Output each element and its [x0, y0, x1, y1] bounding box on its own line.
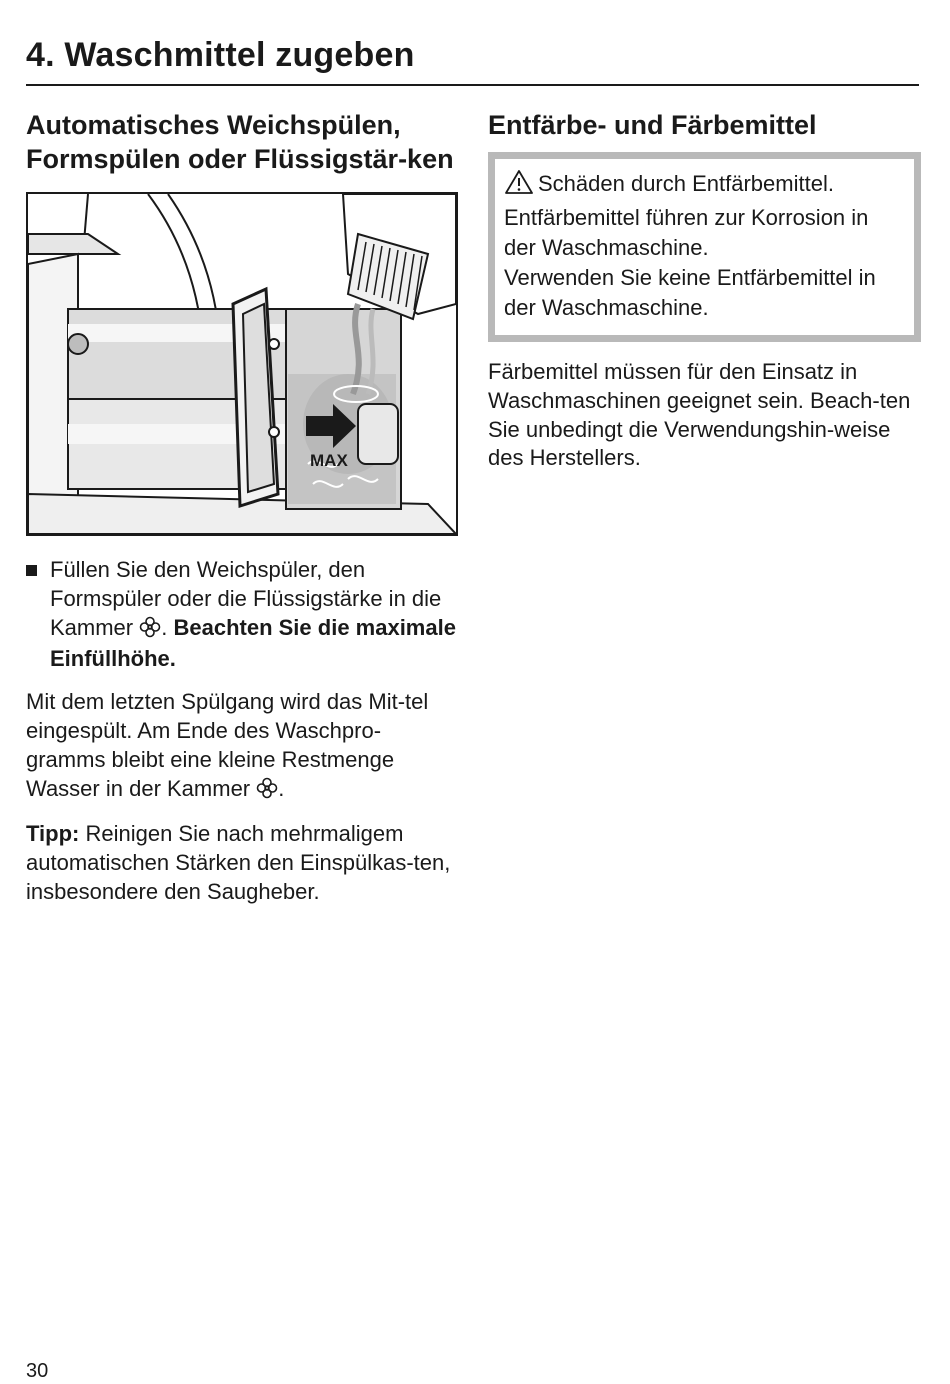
max-label: MAX — [310, 451, 348, 470]
page-number: 30 — [26, 1360, 49, 1382]
instruction-bullet — [26, 556, 458, 674]
page-title: 4. Waschmittel zugeben — [26, 36, 415, 74]
bullet-square-icon — [26, 565, 37, 576]
left-column — [26, 108, 458, 907]
warning-title: Schäden durch Entfärbemittel. — [504, 169, 906, 203]
warning-box — [488, 152, 921, 342]
right-column — [488, 108, 920, 473]
flower-icon — [256, 777, 278, 807]
warning-line-1: Entfärbemittel führen zur Korrosion in der Waschmaschine. — [504, 205, 869, 260]
bullet-text: Füllen Sie den Weichspüler, den Formspüler oder die Flüssigstärke in die Kammer . Beachten Sie die maximale Einfüllhöhe. — [50, 557, 456, 672]
title-rule — [26, 84, 919, 86]
flower-icon — [139, 616, 161, 646]
rinse-paragraph: Mit dem letzten Spülgang wird das Mit-tel eingespült. Am Ende des Waschpro-gramms bleibt eine kleine Restmenge Wasser in der Kammer . — [26, 688, 458, 806]
warning-triangle-icon — [504, 169, 534, 203]
dye-paragraph: Färbemittel müssen für den Einsatz in Waschmaschinen geeignet sein. Beach-ten Sie unbedingt die Verwendungshin-weise des Herstellers. — [488, 359, 911, 471]
tip-paragraph: Tipp: Reinigen Sie nach mehrmaligem automatischen Stärken den Einspülkas-ten, insbesondere den Saugheber. — [26, 821, 451, 904]
section-heading-bleach: Entfärbe- und Färbemittel — [488, 110, 817, 140]
section-heading-softener: Automatisches Weichspülen, Formspülen oder Flüssigstär-ken — [26, 110, 454, 174]
tip-label: Tipp: — [26, 821, 80, 847]
bullet-bold-text: Beachten Sie die maximale Einfüllhöhe. — [50, 614, 456, 672]
dispenser-illustration — [26, 192, 458, 536]
warning-line-2: Verwenden Sie keine Entfärbemittel in der Waschmaschine. — [504, 265, 876, 320]
